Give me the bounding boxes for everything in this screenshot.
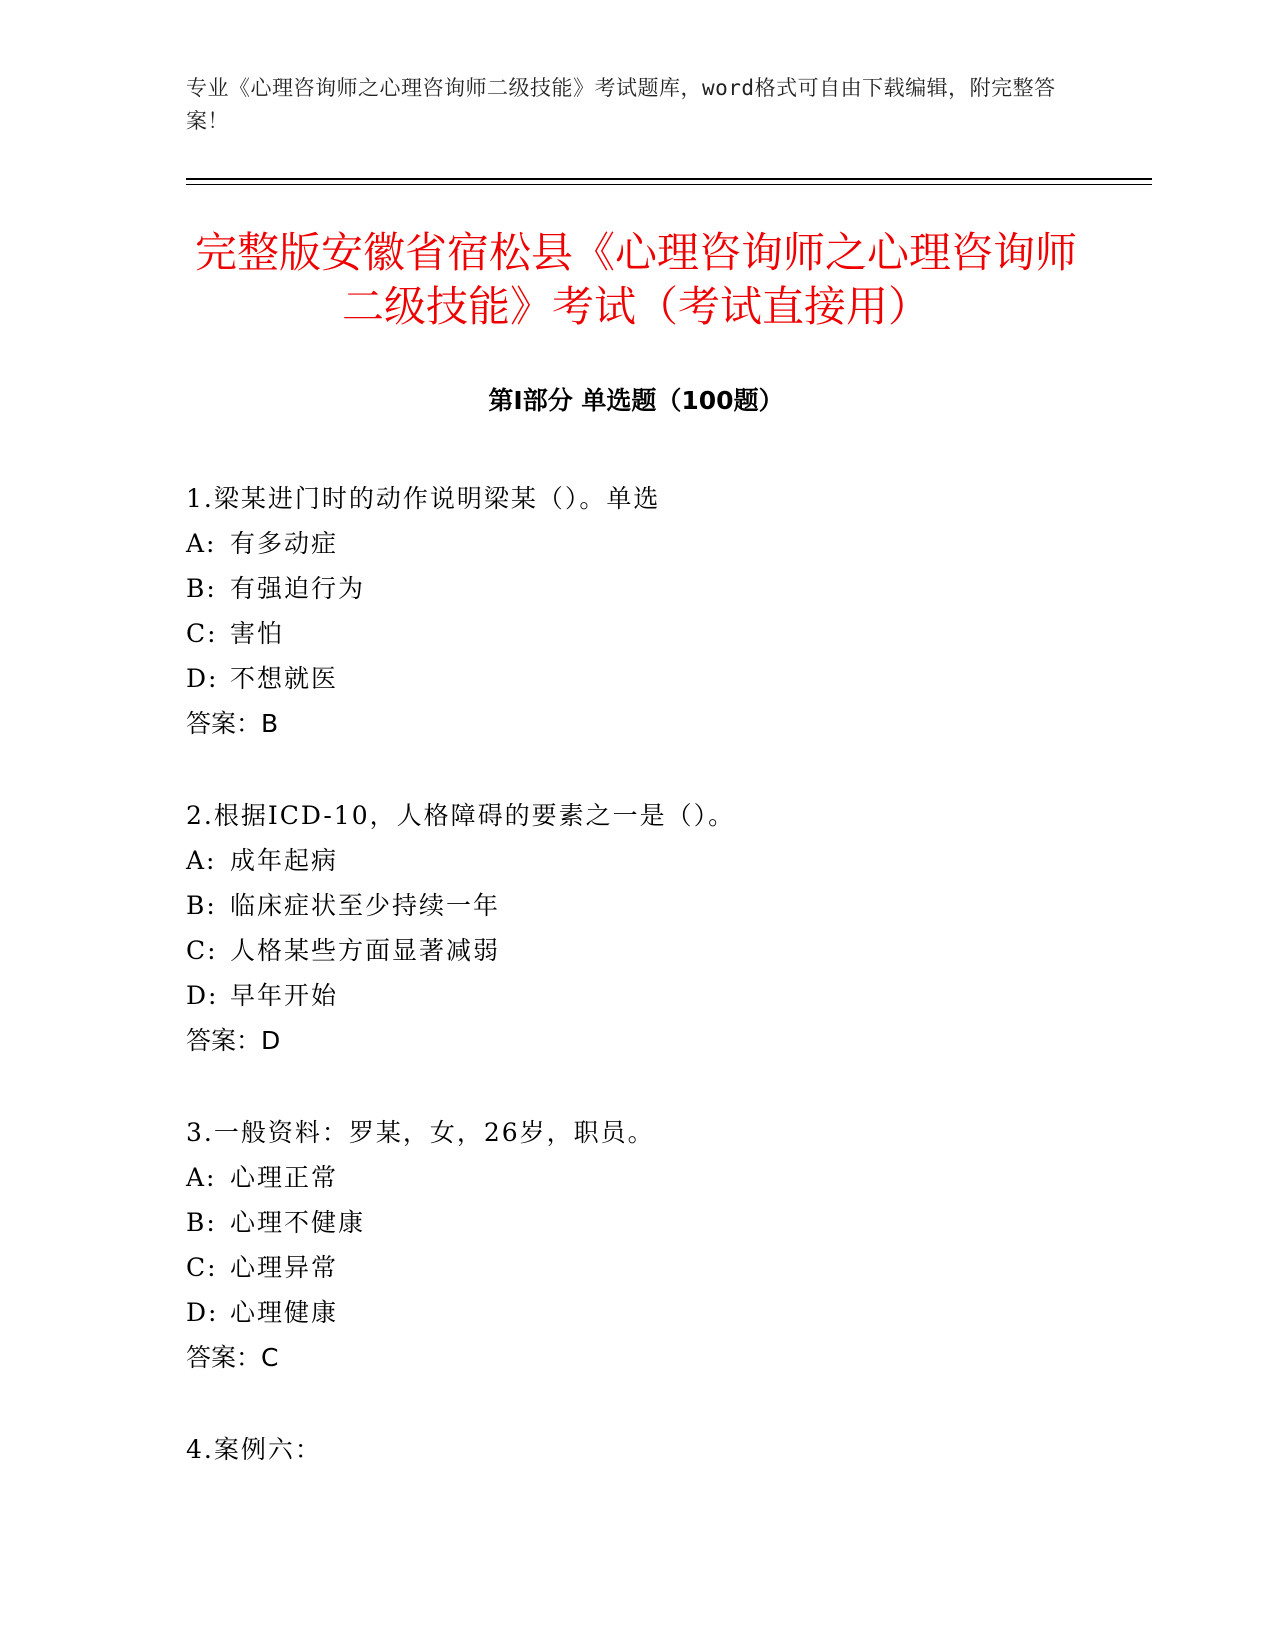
option-a (186, 838, 1146, 883)
answer: 答案：D (186, 1026, 281, 1055)
option-letter: B: (186, 891, 217, 920)
option-letter: D: (186, 664, 219, 693)
option-text: 害怕 (230, 619, 285, 648)
option-c (186, 611, 1146, 656)
document-title: 完整版安徽省宿松县《心理咨询师之心理咨询师二级技能》考试（考试直接用） (194, 228, 1077, 331)
question-list (186, 476, 1146, 1519)
question-2 (186, 793, 1146, 1063)
option-letter: D: (186, 1298, 219, 1327)
option-text: 人格某些方面显著减弱 (230, 936, 501, 965)
answer: 答案：C (186, 1343, 279, 1372)
option-letter: B: (186, 574, 217, 603)
question-stem: 1.梁某进门时的动作说明梁某（）。单选 (186, 484, 661, 513)
option-text: 心理异常 (230, 1253, 339, 1282)
question-stem: 2.根据ICD-10，人格障碍的要素之一是（）。 (186, 801, 736, 830)
header-note: 专业《心理咨询师之心理咨询师二级技能》考试题库，word格式可自由下载编辑，附完整答案！ (186, 76, 1056, 133)
option-letter: D: (186, 981, 219, 1010)
option-a (186, 521, 1146, 566)
option-letter: A: (186, 846, 217, 875)
option-c (186, 928, 1146, 973)
option-d (186, 1290, 1146, 1335)
option-b (186, 566, 1146, 611)
question-stem: 3.一般资料：罗某，女，26岁，职员。 (186, 1118, 655, 1147)
option-letter: C: (186, 1253, 218, 1282)
option-b (186, 883, 1146, 928)
question-4 (186, 1427, 1146, 1472)
option-b (186, 1200, 1146, 1245)
option-letter: A: (186, 529, 217, 558)
section-heading: 第Ⅰ部分 单选题（100题） (488, 386, 784, 415)
option-letter: B: (186, 1208, 217, 1237)
option-a (186, 1155, 1146, 1200)
option-text: 心理正常 (230, 1163, 339, 1192)
option-d (186, 656, 1146, 701)
option-text: 不想就医 (230, 664, 339, 693)
option-text: 临床症状至少持续一年 (230, 891, 501, 920)
question-3 (186, 1110, 1146, 1380)
option-text: 心理健康 (230, 1298, 339, 1327)
option-text: 成年起病 (230, 846, 339, 875)
option-letter: C: (186, 619, 218, 648)
option-text: 心理不健康 (230, 1208, 366, 1237)
option-letter: C: (186, 936, 218, 965)
question-stem: 4.案例六： (186, 1435, 322, 1464)
header-rule-thin (186, 184, 1152, 185)
answer: 答案：B (186, 709, 279, 738)
option-letter: A: (186, 1163, 217, 1192)
option-c (186, 1245, 1146, 1290)
option-text: 早年开始 (230, 981, 339, 1010)
option-text: 有强迫行为 (230, 574, 366, 603)
header-rule-thick (186, 178, 1152, 180)
question-1 (186, 476, 1146, 746)
option-d (186, 973, 1146, 1018)
option-text: 有多动症 (230, 529, 339, 558)
